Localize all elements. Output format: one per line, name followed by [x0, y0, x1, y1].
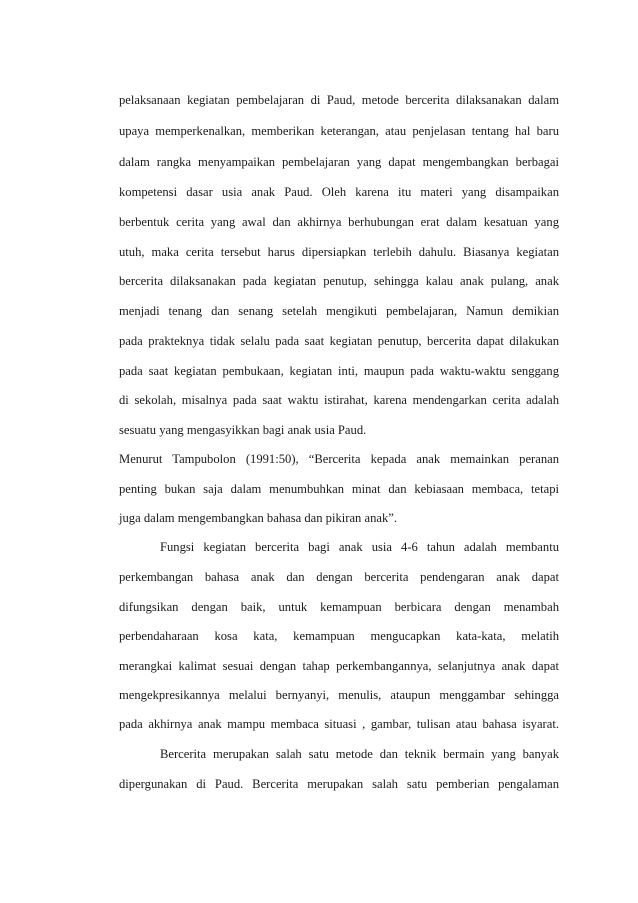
text-line: difungsikan dengan baik, untuk kemampuan berbicara dengan menambah [119, 600, 559, 614]
text-line: pada akhirnya anak mampu membaca situasi , gambar, tulisan atau bahasa isyarat. [119, 717, 559, 731]
text-line: pada prakteknya tidak selalu pada saat kegiatan penutup, bercerita dapat dilakukan [119, 334, 559, 348]
text-line: Menurut Tampubolon (1991:50), “Bercerita kepada anak memainkan peranan [119, 452, 559, 466]
text-line: sesuatu yang mengasyikkan bagi anak usia Paud. [119, 423, 367, 437]
text-line: dalam rangka menyampaikan pembelajaran yang dapat mengembangkan berbagai [119, 155, 559, 169]
text-line: menjadi tenang dan senang setelah mengikuti pembelajaran, Namun demikian [119, 304, 559, 318]
text-line: di sekolah, misalnya pada saat waktu istirahat, karena mendengarkan cerita adalah [119, 393, 559, 407]
text-line: utuh, maka cerita tersebut harus dipersiapkan terlebih dahulu. Biasanya kegiatan [119, 245, 559, 259]
text-line: bercerita dilaksanakan pada kegiatan penutup, sehingga kalau anak pulang, anak [119, 274, 559, 288]
text-line: merangkai kalimat sesuai dengan tahap perkembangannya, selanjutnya anak dapat [119, 659, 559, 673]
text-line: kompetensi dasar usia anak Paud. Oleh karena itu materi yang disampaikan [119, 185, 559, 199]
text-line: upaya memperkenalkan, memberikan keterangan, atau penjelasan tentang hal baru [119, 124, 559, 138]
text-line: perkembangan bahasa anak dan dengan bercerita pendengaran anak dapat [119, 570, 559, 584]
text-line: pelaksanaan kegiatan pembelajaran di Paud, metode bercerita dilaksanakan dalam [119, 93, 559, 107]
text-line: pada saat kegiatan pembukaan, kegiatan inti, maupun pada waktu-waktu senggang [119, 364, 559, 378]
text-line: Fungsi kegiatan bercerita bagi anak usia 4-6 tahun adalah membantu [160, 540, 559, 554]
text-line: perbendaharaan kosa kata, kemampuan mengucapkan kata-kata, melatih [119, 629, 559, 643]
text-line: berbentuk cerita yang awal dan akhirnya berhubungan erat dalam kesatuan yang [119, 215, 559, 229]
text-line: mengekpresikannya melalui bernyanyi, menulis, ataupun menggambar sehingga [119, 688, 559, 702]
text-line: Bercerita merupakan salah satu metode dan teknik bermain yang banyak [160, 747, 559, 761]
text-line: penting bukan saja dalam menumbuhkan minat dan kebiasaan membaca, tetapi [119, 482, 559, 496]
text-line: juga dalam mengembangkan bahasa dan pikiran anak”. [119, 511, 398, 525]
text-line: dipergunakan di Paud. Bercerita merupakan salah satu pemberian pengalaman [119, 777, 559, 791]
